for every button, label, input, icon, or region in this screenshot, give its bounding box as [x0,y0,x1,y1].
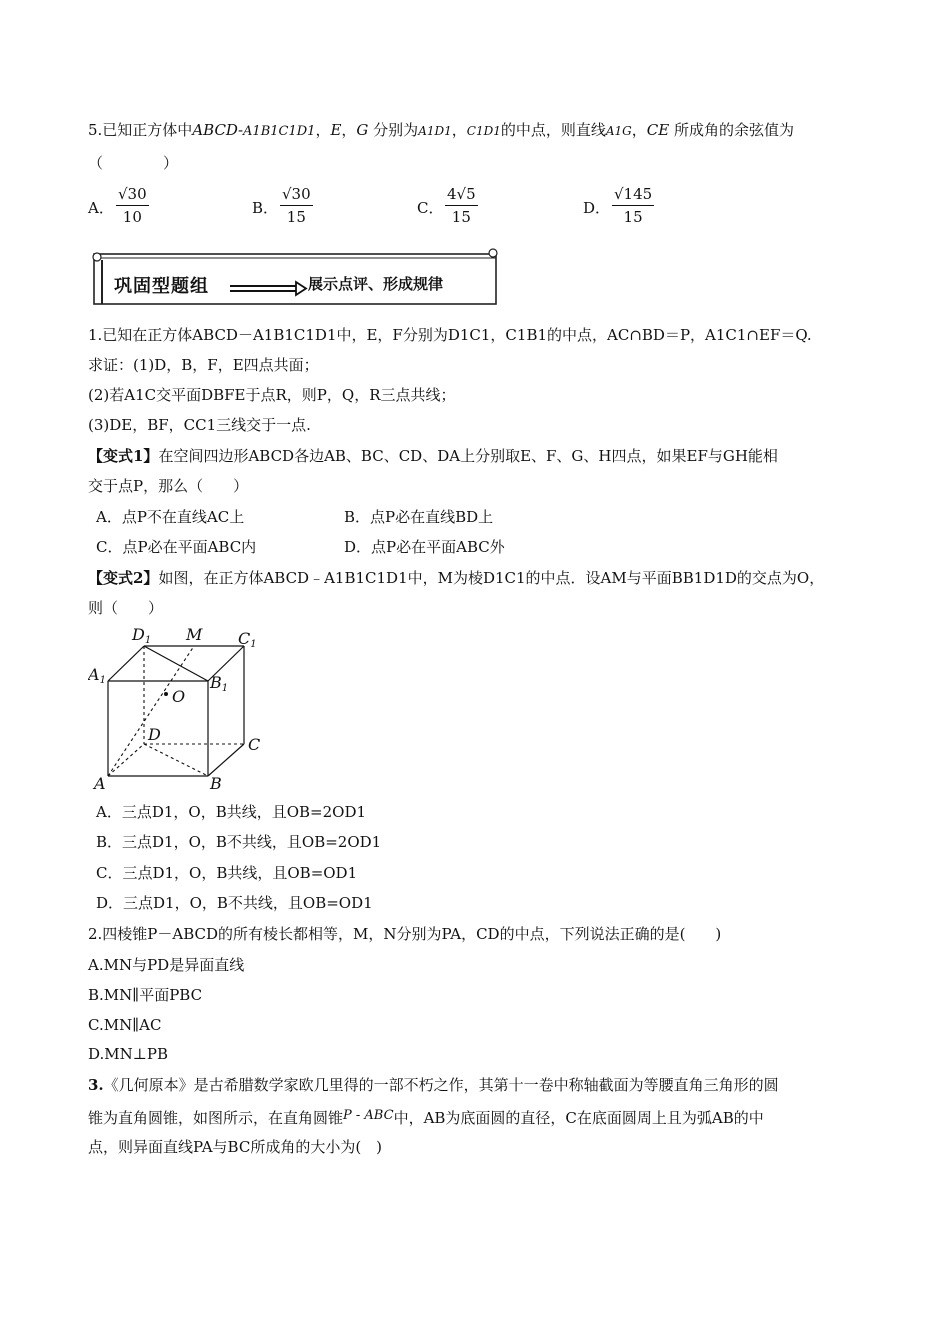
label-d: D [148,725,161,744]
q5-option-d-frac: √145 15 [614,185,653,226]
label-m: M [186,625,203,644]
label-o: O [172,687,186,706]
v2-line2: 则（ ） [88,599,164,617]
cube-figure [88,624,278,794]
p3-line3: 点，则异面直线PA与BC所成角的大小为( ) [88,1138,383,1156]
v1-option-d: D．点P必在平面ABC外 [344,538,505,556]
v2-option-b: B．三点D1，O，B不共线，且OB=2OD1 [96,833,382,851]
v2-option-c: C．三点D1，O，B共线，且OB=OD1 [96,864,358,882]
v2-option-d: D．三点D1，O，B不共线，且OB=OD1 [96,894,373,912]
q5-option-c-frac: 4√5 15 [447,185,476,226]
q5-paren: （ ） [88,154,179,172]
svg-text:D1: D1 [132,625,152,646]
banner-title: 巩固型题组 [114,276,209,297]
v1-line2: 交于点P，那么（ ） [88,477,249,495]
banner-subtitle: 展示点评、形成规律 [308,275,444,293]
p2-stem: 2.四棱锥P－ABCD的所有棱长都相等，M，N分别为PA，CD的中点，下列说法正确的是( ) [88,925,722,943]
label-a: A [94,774,106,793]
section-banner [90,248,500,308]
svg-text:A1: A1 [88,665,106,686]
q5-option-b-frac: √30 15 [282,185,311,226]
v2-line1: 【变式2】如图，在正方体ABCD﹣A1B1C1D1中，M为棱D1C1的中点．设AM与平面BB1D1D的交点为O， [88,569,825,587]
q5-cube: ABCD [192,121,238,139]
v1-option-c: C．点P必在平面ABC内 [96,538,257,556]
point-o-icon [164,692,168,696]
svg-text:C1: C1 [238,629,257,650]
p2-option-c: C.MN∥AC [88,1016,162,1034]
p2-option-d: D.MN⊥PB [88,1045,168,1063]
label-a1: A [88,665,100,684]
p2-option-b: B.MN∥平面PBC [88,986,203,1004]
v1-option-a: A．点P不在直线AC上 [96,508,245,526]
q5-option-c-label: C． [417,199,444,217]
p3-line1: 3.《几何原本》是古希腊数学家欧几里得的一部不朽之作，其第十一卷中称轴截面为等腰直角三角形的圆 [88,1076,779,1094]
q5-cube1: A1B1C1D1 [243,124,316,139]
p1-line4: (3)DE，BF，CC1三线交于一点. [88,416,311,434]
label-b: B [210,774,222,793]
label-d1: D [132,625,145,644]
p3-line2: 锥为直角圆锥，如图所示，在直角圆锥P - ABC中，AB为底面圆的直径，C在底面圆周上且为弧AB的中 [88,1108,764,1127]
q5-option-d-label: D． [583,199,611,217]
p3-pyramid: P - ABC [343,1108,394,1123]
q5-option-b-label: B． [252,199,279,217]
svg-text:B1: B1 [210,673,229,694]
label-c: C [248,735,261,754]
q5-option-a-frac: √30 10 [118,185,147,226]
p1-line3: (2)若A1C交平面DBFE于点R，则P，Q，R三点共线； [88,386,456,404]
v2-option-a: A．三点D1，O，B共线，且OB=2OD1 [96,803,367,821]
p1-line1: 1.已知在正方体ABCD－A1B1C1D1中，E，F分别为D1C1，C1B1的中点，AC∩BD＝P，A1C1∩EF＝Q. [88,326,812,344]
q5-stem: 5.已知正方体中ABCD-A1B1C1D1，E，G 分别为A1D1，C1D1的中点，则直线A1G，CE 所成角的余弦值为 [88,121,794,139]
label-c1: C [238,629,251,648]
v2-tag: 【变式2】 [88,569,159,587]
p1-line2: 求证：(1)D，B，F，E四点共面； [88,356,319,374]
q5-option-a-label: A． [88,199,114,217]
label-b1: B [210,673,222,692]
p2-option-a: A.MN与PD是异面直线 [88,956,245,974]
v1-tag: 【变式1】 [88,447,159,465]
v1-line1: 【变式1】在空间四边形ABCD各边AB、BC、CD、DA上分别取E、F、G、H四点，如果EF与GH能相 [88,447,778,465]
p3-number: 3. [88,1076,104,1094]
v1-option-b: B．点P必在直线BD上 [344,508,494,526]
